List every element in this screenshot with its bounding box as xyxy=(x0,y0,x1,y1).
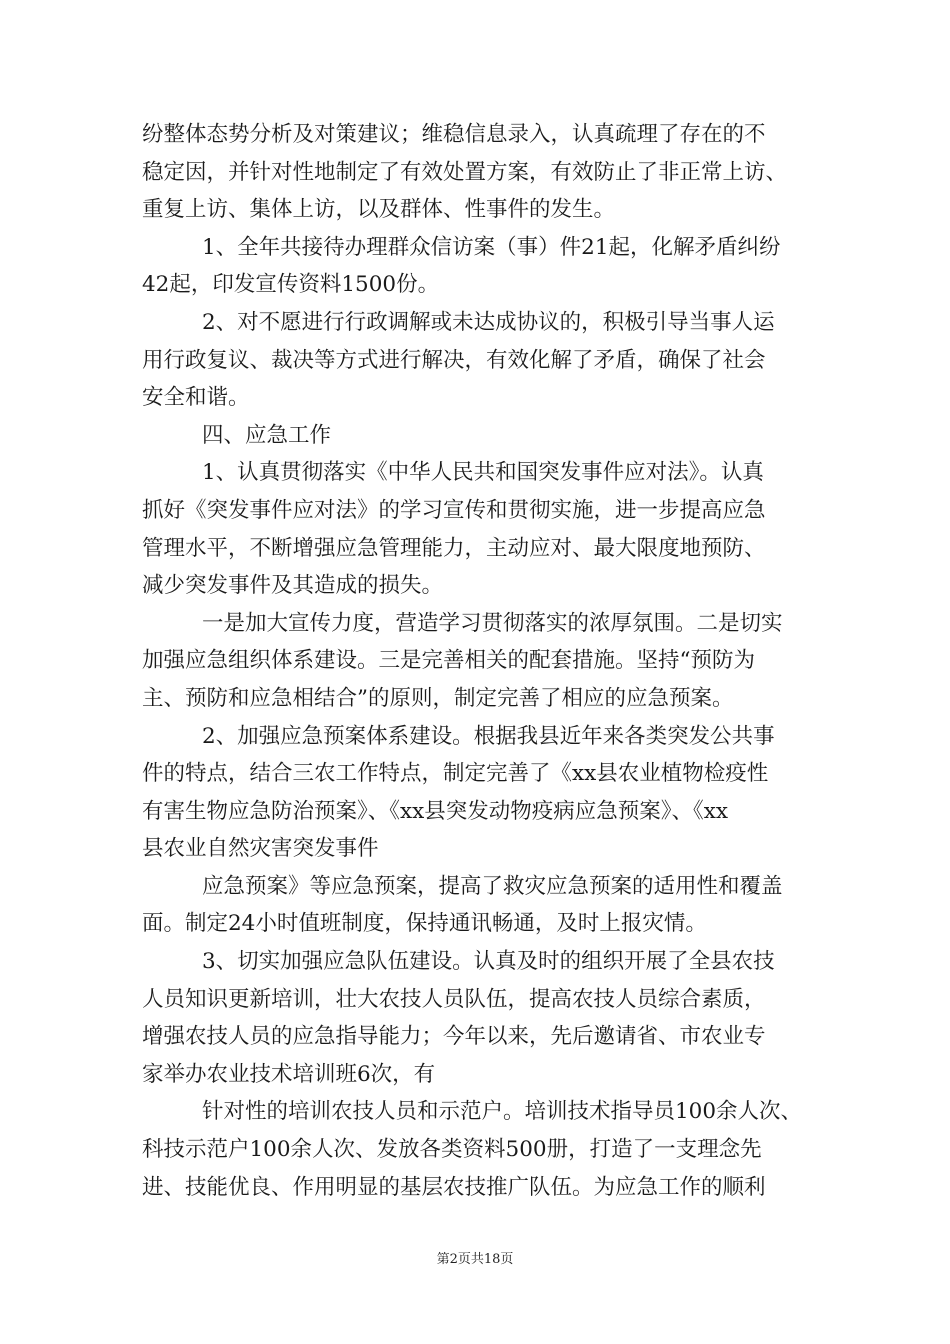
page-number: 第2页共18页 xyxy=(436,1252,514,1267)
text-line: 进、技能优良、作用明显的基层农技推广队伍。为应急工作的顺利 xyxy=(142,1174,766,1200)
text-line: 主、预防和应急相结合”的原则，制定完善了相应的应急预案。 xyxy=(142,685,734,711)
text-line: 人员知识更新培训，壮大农技人员队伍，提高农技人员综合素质， xyxy=(142,986,766,1012)
text-line: 件的特点，结合三农工作特点，制定完善了《xx县农业植物检疫性 xyxy=(142,761,769,787)
document-body xyxy=(142,116,832,1206)
text-line: 应急预案》等应急预案，提高了救灾应急预案的适用性和覆盖 xyxy=(202,873,783,899)
text-line: 增强农技人员的应急指导能力；今年以来，先后邀请省、市农业专 xyxy=(142,1024,766,1050)
text-line: 加强应急组织体系建设。三是完善相关的配套措施。坚持“预防为 xyxy=(142,648,755,674)
text-line: 2、加强应急预案体系建设。根据我县近年来各类突发公共事 xyxy=(202,723,775,749)
text-line: 县农业自然灾害突发事件 xyxy=(142,836,379,862)
text-line: 2、对不愿进行行政调解或未达成协议的，积极引导当事人运 xyxy=(202,309,775,335)
text-line: 1、全年共接待办理群众信访案（事）件21起，化解矛盾纠纷 xyxy=(202,234,781,260)
text-line: 有害生物应急防治预案》、《xx县突发动物疫病应急预案》、《xx xyxy=(142,798,729,824)
text-line: 四、应急工作 xyxy=(202,422,332,448)
text-line: 重复上访、集体上访，以及群体、性事件的发生。 xyxy=(142,197,616,223)
text-line: 安全和谐。 xyxy=(142,385,250,411)
text-line: 纷整体态势分析及对策建议；维稳信息录入，认真疏理了存在的不 xyxy=(142,122,766,147)
text-line: 稳定因，并针对性地制定了有效处置方案，有效防止了非正常上访、 xyxy=(142,159,788,185)
text-line: 针对性的培训农技人员和示范户。培训技术指导员100余人次、 xyxy=(202,1099,803,1125)
text-line: 面。制定24小时值班制度，保持通讯畅通，及时上报灾情。 xyxy=(142,911,707,937)
text-line: 管理水平，不断增强应急管理能力，主动应对、最大限度地预防、 xyxy=(142,535,766,561)
text-line: 42起，印发宣传资料1500份。 xyxy=(142,272,440,298)
text-line: 1、认真贯彻落实《中华人民共和国突发事件应对法》。认真 xyxy=(202,460,764,486)
text-line: 抓好《突发事件应对法》的学习宣传和贯彻实施，进一步提高应急 xyxy=(142,497,766,523)
page-footer xyxy=(0,1248,950,1267)
text-line: 3、切实加强应急队伍建设。认真及时的组织开展了全县农技 xyxy=(202,949,775,975)
text-line: 减少突发事件及其造成的损失。 xyxy=(142,573,444,599)
text-line: 家举办农业技术培训班6次，有 xyxy=(142,1061,436,1087)
text-line: 用行政复议、裁决等方式进行解决，有效化解了矛盾，确保了社会 xyxy=(142,347,766,373)
text-line: 一是加大宣传力度，营造学习贯彻落实的浓厚氛围。二是切实 xyxy=(202,610,783,636)
text-line: 科技示范户100余人次、发放各类资料500册，打造了一支理念先 xyxy=(142,1137,762,1163)
